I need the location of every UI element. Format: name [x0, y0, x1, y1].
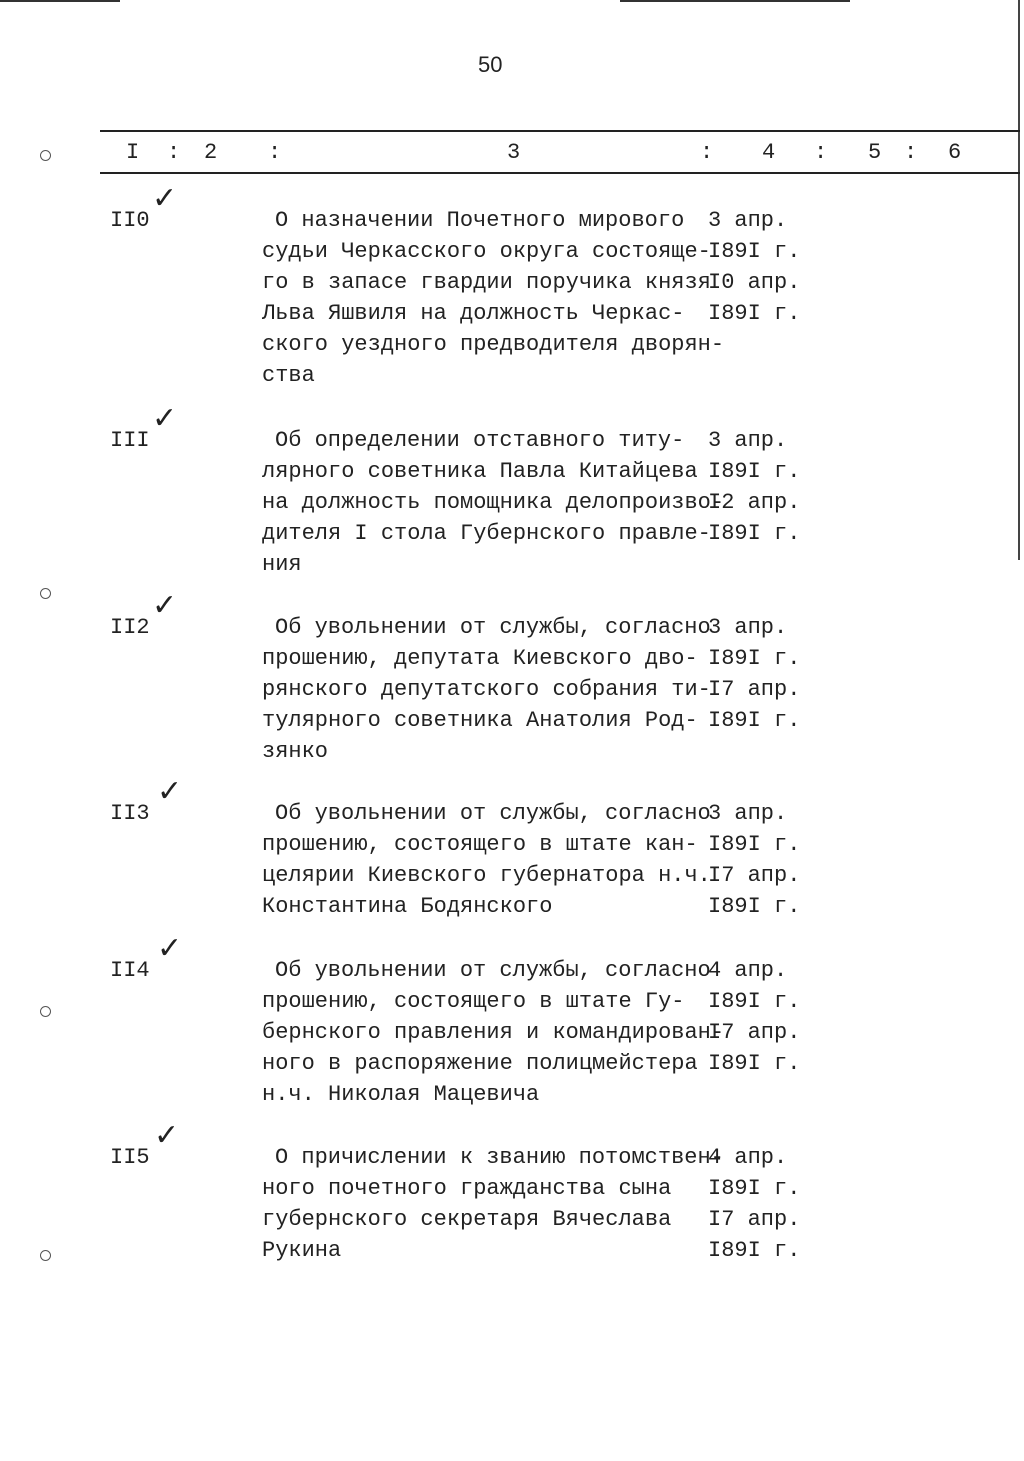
description-line: судьи Черкасского округа состояще- — [262, 239, 711, 264]
description-line: Льва Яшвиля на должность Черкас- — [262, 301, 685, 326]
entry-description — [262, 425, 724, 580]
description-line: Об определении отставного титу- — [275, 428, 685, 453]
entry-dates — [708, 205, 800, 329]
description-line: ского уездного предводителя дворян- — [262, 332, 725, 357]
date-line: I89I г. — [708, 989, 801, 1014]
col-header-2: 2 — [204, 140, 218, 165]
entry-dates — [708, 612, 800, 736]
description-line: О причислении к званию потомствен- — [275, 1145, 724, 1170]
description-line: дителя I стола Губернского правле- — [262, 521, 711, 546]
description-line: ного почетного гражданства сына — [262, 1176, 672, 1201]
col-header-5: 5 — [868, 140, 882, 165]
date-line: 4 апр. — [708, 958, 788, 983]
description-line: ства — [262, 363, 315, 388]
date-line: I89I г. — [708, 459, 801, 484]
entry-number: II3 — [110, 801, 150, 826]
checkmark-icon: ✓ — [157, 931, 183, 966]
description-line: Об увольнении от службы, согласно — [275, 958, 711, 983]
checkmark-icon: ✓ — [152, 181, 178, 216]
punch-hole — [40, 1006, 51, 1017]
entry-description — [262, 955, 724, 1110]
table-header-rule — [100, 172, 1020, 174]
description-line: Константина Бодянского — [262, 894, 553, 919]
entry-dates — [708, 425, 800, 549]
col-header-4: 4 — [762, 140, 776, 165]
date-line: 3 апр. — [708, 208, 788, 233]
date-line: I89I г. — [708, 708, 801, 733]
col-separator: : — [167, 140, 181, 165]
description-line: н.ч. Николая Мацевича — [262, 1082, 540, 1107]
date-line: 3 апр. — [708, 615, 788, 640]
entry-description — [262, 1142, 724, 1266]
entry-dates — [708, 798, 800, 922]
date-line: I89I г. — [708, 1238, 801, 1263]
date-line: I0 апр. — [708, 270, 801, 295]
date-line: I2 апр. — [708, 490, 801, 515]
description-line: ного в распоряжение полицмейстера — [262, 1051, 698, 1076]
punch-hole — [40, 588, 51, 599]
description-line: зянко — [262, 739, 329, 764]
checkmark-icon: ✓ — [157, 774, 183, 809]
date-line: I89I г. — [708, 832, 801, 857]
description-line: бернского правления и командирован- — [262, 1020, 725, 1045]
description-line: Рукина — [262, 1238, 342, 1263]
scan-edge-line — [0, 0, 120, 2]
date-line: I7 апр. — [708, 677, 801, 702]
entry-description — [262, 798, 711, 922]
col-header-1: I — [126, 140, 140, 165]
entry-number: III — [110, 428, 150, 453]
col-separator: : — [268, 140, 282, 165]
date-line: I89I г. — [708, 521, 801, 546]
date-line: I89I г. — [708, 1051, 801, 1076]
col-separator: : — [700, 140, 714, 165]
entry-number: II5 — [110, 1145, 150, 1170]
date-line: I7 апр. — [708, 1207, 801, 1232]
date-line: I7 апр. — [708, 863, 801, 888]
checkmark-icon: ✓ — [154, 1118, 180, 1153]
date-line: I7 апр. — [708, 1020, 801, 1045]
description-line: прошению, депутата Киевского дво- — [262, 646, 698, 671]
entry-description — [262, 612, 711, 767]
date-line: 3 апр. — [708, 428, 788, 453]
punch-hole — [40, 1250, 51, 1261]
table-top-rule — [100, 130, 1020, 132]
description-line: Об увольнении от службы, согласно — [275, 615, 711, 640]
description-line: рянского депутатского собрания ти- — [262, 677, 711, 702]
punch-hole — [40, 150, 51, 161]
description-line: Об увольнении от службы, согласно — [275, 801, 711, 826]
col-header-3: 3 — [507, 140, 521, 165]
description-line: лярного советника Павла Китайцева — [262, 459, 698, 484]
description-line: целярии Киевского губернатора н.ч. — [262, 863, 711, 888]
date-line: I89I г. — [708, 301, 801, 326]
checkmark-icon: ✓ — [152, 401, 178, 436]
col-separator: : — [904, 140, 918, 165]
description-line: прошению, состоящего в штате Гу- — [262, 989, 685, 1014]
col-header-6: 6 — [948, 140, 962, 165]
description-line: на должность помощника делопроизво- — [262, 490, 725, 515]
description-line: тулярного советника Анатолия Род- — [262, 708, 698, 733]
scan-edge-line — [1018, 0, 1020, 560]
description-line: прошению, состоящего в штате кан- — [262, 832, 698, 857]
description-line: го в запасе гвардии поручика князя — [262, 270, 711, 295]
entry-number: II4 — [110, 958, 150, 983]
date-line: I89I г. — [708, 1176, 801, 1201]
checkmark-icon: ✓ — [152, 588, 178, 623]
entry-number: II2 — [110, 615, 150, 640]
date-line: I89I г. — [708, 239, 801, 264]
entry-dates — [708, 1142, 800, 1266]
date-line: 3 апр. — [708, 801, 788, 826]
scan-edge-line — [620, 0, 850, 2]
description-line: ния — [262, 552, 302, 577]
date-line: I89I г. — [708, 894, 801, 919]
entry-number: II0 — [110, 208, 150, 233]
description-line: губернского секретаря Вячеслава — [262, 1207, 672, 1232]
date-line: I89I г. — [708, 646, 801, 671]
date-line: 4 апр. — [708, 1145, 788, 1170]
col-separator: : — [814, 140, 828, 165]
page-number: 50 — [478, 52, 503, 77]
entry-description — [262, 205, 724, 391]
description-line: О назначении Почетного мирового — [275, 208, 685, 233]
entry-dates — [708, 955, 800, 1079]
